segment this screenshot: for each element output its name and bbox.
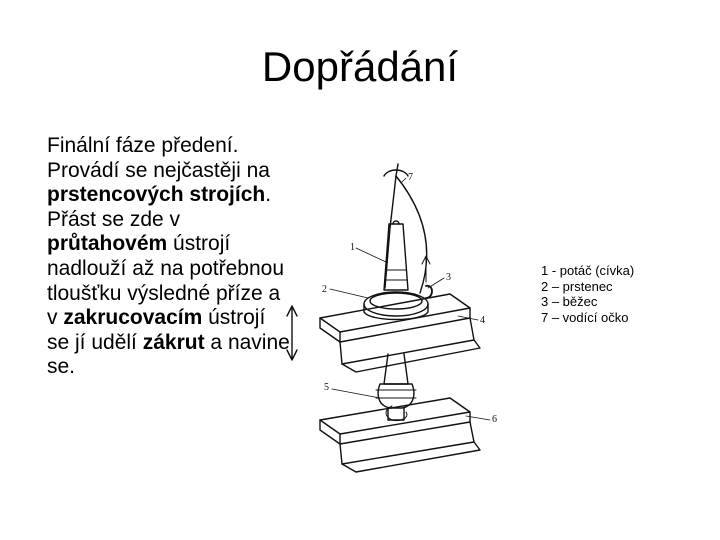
body-text-run: ústrojí nadlouží až na potřebnou tloušťku výsledné příze a v [47,232,285,330]
yarn-line [385,164,398,288]
legend-item-2: 2 – prstenec [541,278,613,294]
legend-item-4: 7 – vodící očko [541,309,629,325]
label-4: 4 [480,315,485,326]
body-text-emphasis: zákrut [142,330,205,354]
traverse-arrow-icon [287,306,297,360]
label-3: 3 [446,272,451,283]
legend-item-3: 3 – běžec [541,294,598,309]
slide-title: Dopřádání [261,43,459,90]
body-text-run: Finální fáze předení. Provádí se nejčastěji na [47,134,270,182]
spindle-rail-lower [320,398,470,434]
label-6: 6 [492,414,497,425]
body-text-emphasis: zakrucovacím [63,306,203,330]
body-text-run: ústrojí se jí udělí [47,306,266,354]
label-5: 5 [324,382,329,393]
diagram-legend [541,263,634,325]
legend-item-1: 1 - potáč (cívka) [541,263,635,278]
yarn-balloon [396,176,427,293]
label-1: 1 [350,242,355,253]
label-7: 7 [408,172,413,183]
body-text [47,134,292,380]
body-text-run: a navine se. [47,330,290,379]
body-text-run: . Přást se zde v [47,183,272,231]
body-text-emphasis: průtahovém [47,232,168,256]
body-text-emphasis: prstencových strojích [47,183,266,207]
ring-rail-upper [320,294,470,332]
label-2: 2 [322,284,327,295]
ring-spinning-diagram [280,158,520,498]
spindle-icon [384,354,408,384]
